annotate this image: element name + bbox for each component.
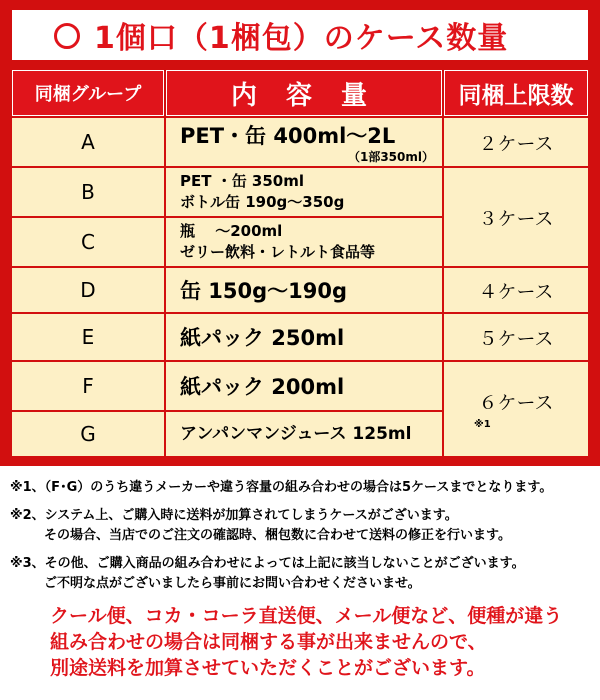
content-line: PET ・缶 350ml xyxy=(180,172,304,190)
group-cell: F xyxy=(12,362,164,410)
limit-cell: ３ケース xyxy=(444,168,588,266)
content-cell xyxy=(166,168,442,216)
warning-line: 組み合わせの場合は同梱する事が出来ませんので、 xyxy=(50,631,487,653)
content-line: 紙パック 250ml xyxy=(180,326,345,350)
note-line: ※3、その他、ご購入商品の組み合わせによっては上記に該当しないことがございます。 xyxy=(10,556,525,571)
content-cell xyxy=(166,412,442,456)
content-cell xyxy=(166,118,442,166)
group-cell: C xyxy=(12,218,164,266)
page-title: 1個口（1梱包）のケース数量 xyxy=(94,21,509,56)
shipping-warning xyxy=(50,603,595,681)
content-line: 缶 150g〜190g xyxy=(180,279,348,303)
note-line: ※2、システム上、ご購入時に送料が加算されてしまうケースがございます。 xyxy=(10,508,458,523)
footnotes xyxy=(10,478,592,594)
group-cell: G xyxy=(12,412,164,456)
content-line: ゼリー飲料・レトルト食品等 xyxy=(180,243,376,261)
warning-line: 別途送料を加算させていただくことがございます。 xyxy=(50,657,486,679)
limit-cell: ２ケース xyxy=(444,118,588,166)
group-cell: B xyxy=(12,168,164,216)
warning-line: クール便、コカ・コーラ直送便、メール便など、便種が違う xyxy=(50,605,563,627)
header-limit: 同梱上限数 xyxy=(444,70,588,116)
content-cell xyxy=(166,218,442,266)
content-cell xyxy=(166,362,442,410)
limit-cell xyxy=(444,362,588,456)
limit-cell: ５ケース xyxy=(444,314,588,360)
content-line: 紙パック 200ml xyxy=(180,375,345,399)
group-cell: E xyxy=(12,314,164,360)
header-group: 同梱グループ xyxy=(12,70,164,116)
content-line: ボトル缶 190g〜350g xyxy=(180,193,345,211)
content-line: PET・缶 400ml〜2L xyxy=(180,123,396,148)
group-cell: A xyxy=(12,118,164,166)
title-bar xyxy=(12,10,588,60)
content-line: 瓶 〜200ml xyxy=(180,222,283,240)
limit-cell: ４ケース xyxy=(444,268,588,312)
note-line: その場合、当店でのご注文の確認時、梱包数に合わせて送料の修正を行います。 xyxy=(44,528,511,543)
limit-footnote: ※1 xyxy=(474,419,491,430)
content-subnote: （1部350ml） xyxy=(347,149,434,164)
circle-icon xyxy=(54,23,80,49)
group-cell: D xyxy=(12,268,164,312)
note-line: ご不明な点がございましたら事前にお問い合わせくださいませ。 xyxy=(44,576,421,591)
content-cell xyxy=(166,314,442,360)
content-line: アンパンマンジュース 125ml xyxy=(180,423,412,444)
limit-value: ６ケース xyxy=(478,392,554,414)
note-line: ※1、（F･G）のうち違うメーカーや違う容量の組み合わせの場合は5ケースまでとなります。 xyxy=(10,480,553,495)
content-cell xyxy=(166,268,442,312)
header-content: 内 容 量 xyxy=(166,70,442,116)
